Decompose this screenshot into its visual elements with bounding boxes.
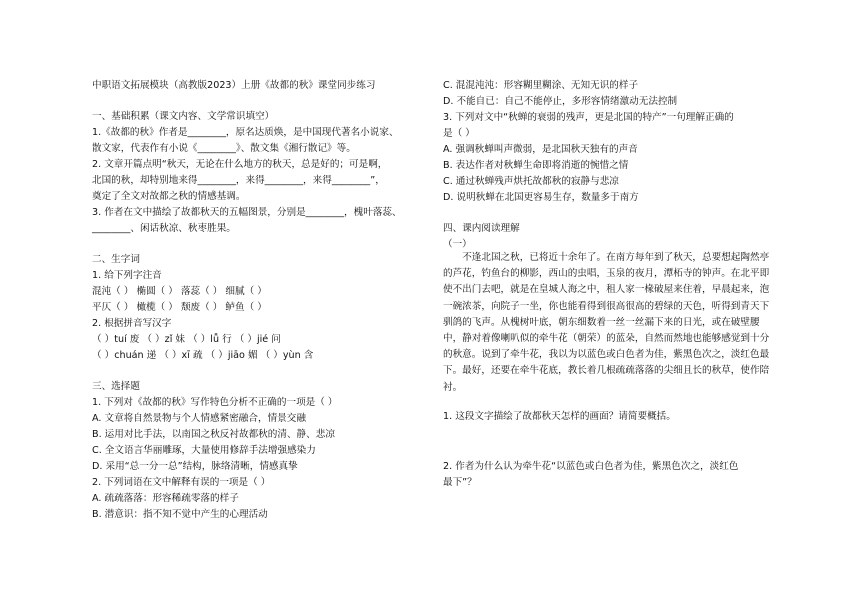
- left-line: 混沌（ ） 椭圆（ ） 落蕊（ ） 细腻（ ）: [92, 286, 267, 297]
- right-line: C. 通过秋蝉残声烘托故都秋的寂静与悲凉: [443, 176, 619, 187]
- left-line: 1.《故都的秋》作者是________，原名达质焕，是中国现代著名小说家、: [92, 127, 399, 138]
- left-line: 三、选择题: [92, 381, 140, 392]
- left-line: 平仄（ ） 橄榄（ ） 颓废（ ） 鲈鱼（ ）: [92, 302, 267, 313]
- right-line: C. 混混沌沌：形容糊里糊涂、无知无识的样子: [443, 80, 639, 91]
- question-line: 1. 这段文字描绘了故都秋天怎样的画面？请简要概括。: [443, 411, 676, 422]
- left-line: A. 疏疏落落：形容稀疏零落的样子: [92, 493, 239, 504]
- question-line: 2. 作者为什么认为牵牛花“以蓝色或白色者为佳，紫黑色次之，淡红色: [443, 461, 739, 472]
- left-line: A. 文章将自然景物与个人情感紧密融合，情景交融: [92, 413, 306, 424]
- left-line: 中职语文拓展模块（高教版2023）上册《故都的秋》课堂同步练习: [92, 80, 376, 91]
- left-line: 北国的秋，却特别地来得________，来得________，来得________”，: [92, 175, 385, 186]
- left-line: B. 潜意识：指不知不觉中产生的心理活动: [92, 509, 268, 520]
- right-line: D. 不能自已：自己不能停止，多形容情绪激动无法控制: [443, 96, 678, 107]
- right-line: A. 强调秋蝉叫声微弱，是北国秋天独有的声音: [443, 144, 638, 155]
- question-line: 最下”？: [443, 477, 477, 488]
- left-line: 一、基础积累（课文内容、文学常识填空）: [92, 111, 275, 122]
- left-line: （ ）tuí 废 （ ）zǐ 妹 （ ）lǚ 行 （ ）jié 问: [92, 334, 281, 345]
- right-line: 四、课内阅读理解: [443, 223, 520, 234]
- right-line: B. 表达作者对秋蝉生命即将消逝的惋惜之情: [443, 160, 629, 171]
- left-line: C. 全文语言华丽雕琢，大量使用修辞手法增强感染力: [92, 445, 316, 456]
- left-line: 3. 作者在文中描绘了故都秋天的五幅图景，分别是________，槐叶落蕊、: [92, 207, 402, 218]
- left-line: 2. 下列词语在文中解释有误的一项是（ ）: [92, 477, 271, 488]
- right-line: 是（ ）: [443, 128, 475, 139]
- right-line: 3. 下列对文中“秋蝉的衰弱的残声，更是北国的特产”一句理解正确的: [443, 112, 734, 123]
- left-line: 1. 给下列字注音: [92, 270, 162, 281]
- left-line: 散文家，代表作有小说《________》、散文集《湘行散记》等。: [92, 143, 356, 154]
- left-line: B. 运用对比手法，以南国之秋反衬故都秋的清、静、悲凉: [92, 429, 335, 440]
- left-line: ________、闲话秋凉、秋枣胜果。: [92, 223, 236, 234]
- left-line: 2. 根据拼音写汉字: [92, 318, 172, 329]
- right-line: （一）: [443, 239, 472, 250]
- left-line: D. 采用“总一分一总”结构，脉络清晰，情感真挚: [92, 461, 298, 472]
- left-line: 1. 下列对《故都的秋》写作特色分析不正确的一项是（ ）: [92, 397, 338, 408]
- left-line: 二、生字词: [92, 254, 140, 265]
- reading-passage: 不逢北国之秋，已将近十余年了。在南方每年到了秋天，总要想起陶然亭的芦花，钓鱼台的柳影，西山的虫唱，玉泉的夜月，潭柘寺的钟声。在北平即使不出门去吧，就是在皇城人海之中，租人家一椽破屋来住着，早晨起来，泡一碗浓茶，向院子一坐，你也能看得到很高很高的碧绿的天色，听得到青天下驯鸽的飞声。从槐树叶底，朝东细数着一丝一丝漏下来的日光，或在破壁腰中，静对着像喇叭似的牵牛花（朝荣）的蓝朵，自然而然地也能够感觉到十分的秋意。说到了牵牛花，我以为以蓝色或白色者为佳，紫黑色次之，淡红色最下。最好，还要在牵牛花底，教长着几根疏疏落落的尖细且长的秋草，使作陪衬。: [443, 252, 770, 393]
- left-line: （ ）chuán 递 （ ）xī 疏 （ ）jiāo 媚 （ ）yùn 含: [92, 350, 314, 361]
- left-line: 奠定了全文对故都之秋的情感基调。: [92, 191, 246, 202]
- right-line: D. 说明秋蝉在北国更容易生存，数量多于南方: [443, 192, 639, 203]
- left-line: 2. 文章开篇点明“秋天，无论在什么地方的秋天，总是好的；可是啊，: [92, 159, 388, 170]
